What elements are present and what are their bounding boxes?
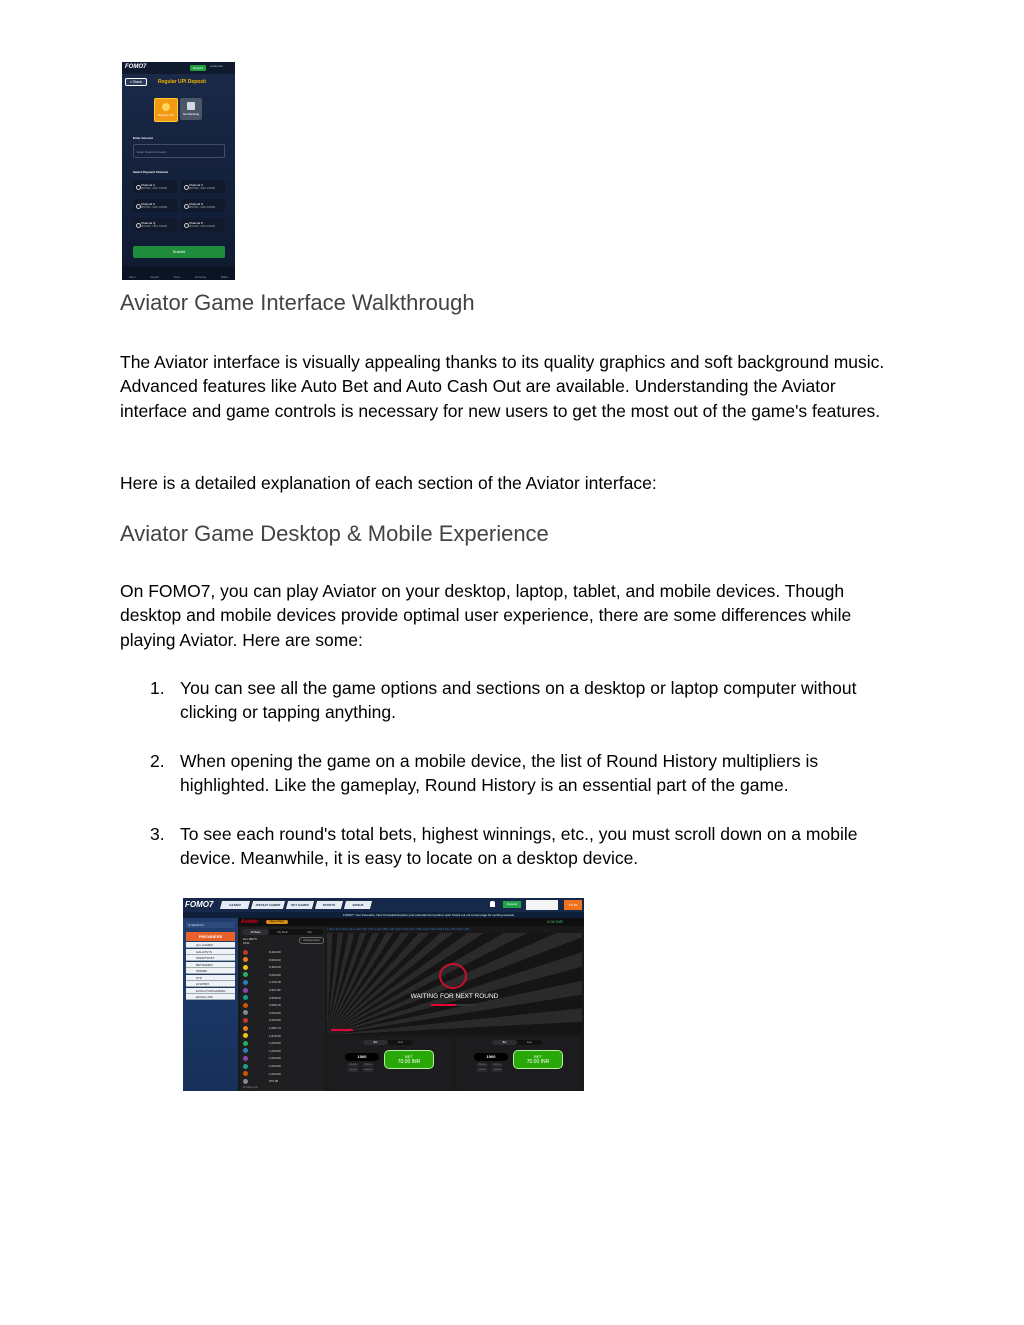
- section-heading-experience: Aviator Game Desktop & Mobile Experience: [120, 521, 549, 546]
- provider-item[interactable]: SMARTSOFT: [186, 955, 235, 961]
- section-heading-walkthrough: Aviator Game Interface Walkthrough: [120, 290, 475, 315]
- aviator-logo-icon: [439, 963, 467, 989]
- how-to-play-button[interactable]: How to Play?: [266, 920, 288, 924]
- round-history-strip[interactable]: 1.06x 2.34x 1.00x 3.12x 1.44x 7.20x 1.87x 1.12x 2.05x 1.33x 4.91x 1.01x 2.67x 1.58x 1.21x 3.44x 1.09x 2.10x 1.76x 5.02x 1.30x: [327, 928, 470, 931]
- mobile-logo: FOMO7: [125, 64, 147, 70]
- provider-item[interactable]: AVIATRIX: [186, 981, 235, 987]
- mobile-bottom-nav: [122, 266, 235, 280]
- quick-amount-chip[interactable]: 100.00: [476, 1063, 488, 1067]
- bettor-avatar: [243, 1048, 248, 1053]
- bets-panel: [240, 927, 325, 1091]
- bet-amount: 2,558.09: [269, 995, 281, 1000]
- provider-item[interactable]: BETGAMES: [186, 962, 235, 968]
- mobile-amount-input[interactable]: Enter Deposit Amount: [133, 144, 225, 158]
- bet-panel: [327, 1037, 452, 1090]
- bet-row: [243, 995, 323, 1001]
- list-number: 1.: [150, 678, 165, 698]
- mobile-account-text: aviatorfan: [210, 64, 224, 68]
- desktop-account-box[interactable]: [526, 900, 558, 910]
- quick-amount-chip[interactable]: 100.00: [347, 1063, 359, 1067]
- mobile-amount-label: Enter Amount: [133, 136, 153, 140]
- tab-hot-games[interactable]: HOT GAMES: [286, 901, 314, 909]
- tab-bonus[interactable]: BONUS: [344, 901, 372, 909]
- mobile-deposit-screenshot: [122, 62, 235, 280]
- bet-amount: 2,567.82: [269, 988, 281, 992]
- desktop-search-input[interactable]: Q SEARCH: [186, 922, 235, 928]
- bet-row: [243, 1063, 323, 1069]
- bet-amount: 6,400.00: [269, 965, 281, 970]
- bet-row: [243, 1002, 323, 1008]
- bettor-avatar: [243, 1018, 248, 1023]
- waiting-text: WAITING FOR NEXT ROUND: [410, 993, 499, 1000]
- round-progress-bar: [431, 1004, 477, 1006]
- channel-range: MIN 500 - MAX 100000: [189, 225, 216, 228]
- bettor-avatar: [243, 1071, 248, 1076]
- bet-row: [243, 1033, 323, 1039]
- bet-amount: 1,016.09: [269, 1033, 281, 1038]
- bettor-avatar: [243, 972, 248, 977]
- bettor-avatar: [243, 957, 248, 962]
- all-bets-summary: [243, 937, 257, 945]
- channel-range: MIN 500 - MAX 100000: [141, 206, 168, 209]
- all-bets-count: 1541: [243, 941, 250, 945]
- mobile-option-label: Regular UPI: [157, 113, 175, 117]
- provider-item[interactable]: STP: [186, 975, 235, 981]
- bet-amount: 1,000.00: [269, 1071, 281, 1076]
- mobile-page-title: Regular UPI Deposit: [158, 79, 207, 85]
- bet-amount: 2,000.00: [269, 1018, 281, 1023]
- bet-amount: 8,400.00: [269, 950, 281, 954]
- bet-amount: 2,725.28: [269, 980, 281, 985]
- bet-row: [243, 1078, 323, 1084]
- bet-row: [243, 957, 323, 963]
- bettor-avatar: [243, 995, 248, 1000]
- provider-item[interactable]: GALAXSYS: [186, 949, 235, 955]
- bet-amount-stepper[interactable]: 1000: [345, 1053, 379, 1061]
- desktop-aviator-screenshot: [183, 898, 584, 1091]
- desktop-top-bar: [183, 898, 584, 912]
- bet-amount: 5,000.00: [269, 972, 281, 977]
- bet-amount: 2,000.00: [269, 1010, 281, 1015]
- quick-amount-chip[interactable]: 1000.00: [491, 1068, 503, 1072]
- mobile-channel-option[interactable]: [181, 180, 225, 193]
- bettor-avatar: [243, 980, 248, 985]
- bet-amount: 1,080.74: [269, 1026, 281, 1030]
- tab-bet[interactable]: Bet: [363, 1040, 388, 1045]
- intro-paragraph: The Aviator interface is visually appealing thanks to its quality graphics and soft background music. Advanced features like Auto Bet and Auto Cash Out are available. Understanding the Aviator interface and game controls is necessary for new users to get the most out of the game's features.: [120, 352, 885, 421]
- bet-row: [243, 1071, 323, 1077]
- provably-fair-link[interactable]: Provably Fair: [243, 1086, 258, 1089]
- providers-header: PROVIDERS: [186, 932, 235, 941]
- game-balance: 0.00 INR: [547, 919, 563, 924]
- quick-amount-chip[interactable]: 500.00: [476, 1068, 488, 1072]
- mobile-channel-option[interactable]: [181, 218, 225, 231]
- bet-amount: 2,096.15: [269, 1003, 281, 1008]
- list-text: You can see all the game options and sections on a desktop or laptop computer without clicking or tapping anything.: [180, 678, 857, 723]
- bettor-avatar: [243, 1010, 248, 1015]
- list-text: When opening the game on a mobile device, the list of Round History multipliers is highlighted. Like the gameplay, Round History is an essential part of the game.: [180, 751, 819, 796]
- mobile-deposit-button[interactable]: Deposit: [190, 65, 206, 71]
- bettor-avatar: [243, 1079, 248, 1084]
- mobile-channel-option[interactable]: [133, 180, 177, 193]
- explanation-paragraph: Here is a detailed explanation of each section of the Aviator interface:: [120, 473, 657, 493]
- bet-button-label: BET: [534, 1054, 542, 1059]
- mobile-option-netbanking[interactable]: [180, 98, 202, 120]
- mobile-header: [122, 74, 235, 88]
- mobile-option-label: Net Banking: [182, 112, 200, 116]
- bets-tabs: [242, 929, 323, 935]
- channel-range: MIN 500 - MAX 100000: [141, 225, 168, 228]
- nav-item-home[interactable]: Home: [173, 276, 181, 279]
- nav-item-menu[interactable]: Menu: [129, 276, 136, 279]
- game-header-bar: [238, 918, 584, 926]
- mobile-back-button[interactable]: < Back: [125, 78, 147, 86]
- nav-item-support[interactable]: Support: [150, 276, 160, 279]
- provider-item[interactable]: ALL GAMES: [186, 942, 235, 948]
- bet-row: [243, 1025, 323, 1031]
- tab-auto[interactable]: Auto: [397, 1041, 404, 1044]
- ticker-text: FOMO7: Your Favourite, Now Unrivaled! Explore your entertainment partner now! Check out our bonus page for exciting rewards.: [343, 913, 515, 917]
- bet-amount-stepper[interactable]: 1000: [474, 1053, 508, 1061]
- round-progress-fill: [431, 1004, 456, 1006]
- bettor-avatar: [243, 1041, 248, 1046]
- plane-icon: [331, 1021, 353, 1031]
- previous-hand-button[interactable]: Previous hand: [299, 937, 324, 944]
- game-title: Aviator: [241, 919, 259, 925]
- desktop-coin-badge[interactable]: ₹ 0.00: [564, 900, 582, 910]
- quick-amount-chip[interactable]: 500.00: [347, 1068, 359, 1072]
- quick-amount-chip[interactable]: 200.00: [491, 1063, 503, 1067]
- bet-amount: 8,000.00: [269, 957, 281, 962]
- list-text: To see each round's total bets, highest winnings, etc., you must scroll down on a mobile device. Meanwhile, it is easy to locate on a desktop device.: [180, 824, 858, 869]
- mobile-channel-label: Select Payment Channel: [133, 170, 168, 174]
- bet-row: [243, 949, 323, 955]
- channel-range: MIN 500 - MAX 100000: [189, 206, 216, 209]
- bet-row: [243, 1010, 323, 1016]
- nav-item-exchange[interactable]: Exchange: [195, 276, 207, 279]
- bettor-avatar: [243, 1033, 248, 1038]
- experience-paragraph: On FOMO7, you can play Aviator on your desktop, laptop, tablet, and mobile devices. Though desktop and mobile devices provide optimal user experience, there are some differences while playing Aviator. Here are some:: [120, 581, 852, 650]
- bet-row: [243, 964, 323, 970]
- bell-icon[interactable]: [490, 901, 495, 907]
- bettor-avatar: [243, 988, 248, 993]
- tab-auto[interactable]: Auto: [526, 1041, 533, 1044]
- list-number: 3.: [150, 824, 165, 844]
- bettor-avatar: [243, 1056, 248, 1061]
- channel-name: Channel Q: [141, 221, 156, 225]
- channel-range: MIN 500 - MAX 100000: [189, 187, 216, 190]
- tab-all-bets[interactable]: All Bets: [242, 929, 269, 935]
- desktop-logo: FOMO7: [185, 900, 214, 909]
- bet-row: [243, 972, 323, 978]
- bettor-avatar: [243, 1026, 248, 1031]
- mobile-submit-button[interactable]: Submit: [133, 246, 225, 258]
- list-number: 2.: [150, 751, 165, 771]
- quick-amount-chip[interactable]: 200.00: [362, 1063, 374, 1067]
- upi-icon: [162, 103, 170, 111]
- mobile-channel-option[interactable]: [181, 199, 225, 212]
- all-bets-label: ALL BETS: [243, 937, 257, 941]
- bet-amount: 1,000.00: [269, 1056, 281, 1061]
- bet-panel-tabs: [363, 1040, 413, 1045]
- channel-name: Channel V: [189, 183, 204, 187]
- mobile-channel-option[interactable]: [133, 199, 177, 212]
- tab-sports[interactable]: SPORTS: [315, 901, 343, 909]
- bet-row: [243, 1055, 323, 1061]
- desktop-sidebar: [183, 918, 238, 1091]
- bet-button[interactable]: [513, 1050, 563, 1069]
- bettor-avatar: [243, 1003, 248, 1008]
- bet-panel: [456, 1037, 581, 1090]
- channel-name: Channel A: [141, 183, 155, 187]
- bet-row: [243, 1048, 323, 1054]
- channel-name: Channel C: [141, 202, 156, 206]
- desktop-game-area: [238, 918, 584, 1091]
- provider-item[interactable]: EVOLUTIONGAMING: [186, 988, 235, 994]
- tab-top[interactable]: Top: [307, 930, 312, 934]
- bet-row: [243, 1017, 323, 1023]
- bet-row: [243, 979, 323, 985]
- desktop-deposit-button[interactable]: Deposit: [503, 901, 521, 908]
- bettor-avatar: [243, 965, 248, 970]
- quick-amount-chip[interactable]: 1000.00: [362, 1068, 374, 1072]
- bet-button-label: BET: [405, 1054, 413, 1059]
- tab-casino[interactable]: CASINO: [220, 901, 250, 909]
- bet-panel-tabs: [492, 1040, 542, 1045]
- provider-item[interactable]: EZUGI-LIVE: [186, 994, 235, 1000]
- bet-amount: 1,000.00: [269, 1041, 281, 1046]
- bet-button-amount: 70.00 INR: [526, 1059, 550, 1065]
- bet-button-amount: 70.00 INR: [397, 1059, 421, 1065]
- channel-name: Channel P: [189, 221, 204, 225]
- nav-item-wallet[interactable]: Wallet: [220, 276, 228, 279]
- bet-amount: 1,000.00: [269, 1048, 281, 1053]
- bettor-avatar: [243, 1064, 248, 1069]
- channel-range: MIN 500 - MAX 100000: [141, 187, 168, 190]
- bet-amount: 1,000.00: [269, 1064, 281, 1068]
- bet-row: [243, 987, 323, 993]
- mobile-top-bar: [122, 62, 235, 74]
- tab-instant-games[interactable]: INSTANT GAMES: [251, 901, 285, 909]
- tab-bet[interactable]: Bet: [492, 1040, 517, 1045]
- channel-name: Channel S: [189, 202, 204, 206]
- bet-amount: 976.00: [269, 1079, 279, 1084]
- bank-icon: [187, 102, 195, 110]
- mobile-channel-option[interactable]: [133, 218, 177, 231]
- mobile-option-upi[interactable]: [154, 98, 178, 122]
- bet-row: [243, 1040, 323, 1046]
- bettor-avatar: [243, 950, 248, 955]
- game-stage: [327, 933, 582, 1035]
- bet-button[interactable]: [384, 1050, 434, 1069]
- provider-item[interactable]: SPRIBE: [186, 968, 235, 974]
- tab-my-bets[interactable]: My Bets: [277, 930, 288, 934]
